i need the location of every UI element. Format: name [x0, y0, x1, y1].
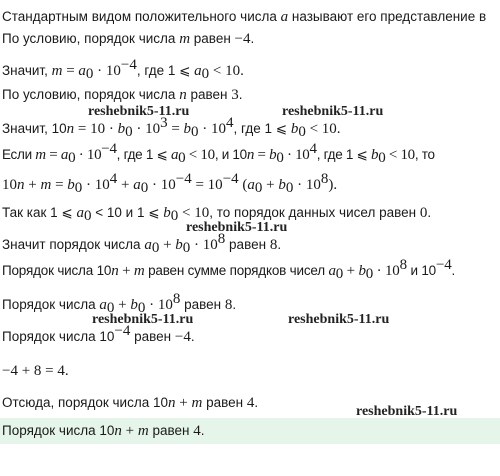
solution-line-5: Значит, $10n = 10 \cdot b_0 \cdot 10^3 = b_0 \cdot 10^4$, где 1 ⩽ $b_0 < 10$.: [2, 115, 341, 140]
watermark: reshebnik5-11.ru: [88, 104, 190, 119]
solution-line-12: Порядок числа $10^{-4}$ равен −4.: [2, 323, 195, 345]
watermark: reshebnik5-11.ru: [282, 104, 384, 119]
solution-line-7: $10n + m = b_0 \cdot 10^4 + a_0 \cdot 10^{-4} = 10^{-4}$ $(a_0 + b_0 \cdot 10^8)$.: [2, 171, 338, 196]
watermark: reshebnik5-11.ru: [92, 312, 194, 327]
solution-line-4: По условию, порядок числа n равен 3.: [2, 87, 243, 103]
solution-line-9: Значит порядок числа $a_0 + b_0 \cdot 10^8$ равен 8.: [2, 231, 282, 256]
solution-line-8: Так как 1 ⩽ $a_0 < 10$ и 1 ⩽ $b_0 < 10$, то порядок данных чисел равен 0.: [2, 205, 432, 224]
watermark: reshebnik5-11.ru: [288, 312, 390, 327]
watermark: reshebnik5-11.ru: [356, 404, 458, 419]
solution-line-14: Отсюда, порядок числа 10n + m равен 4.: [2, 395, 259, 411]
answer-line: Порядок числа 10n + m равен 4.: [2, 423, 205, 439]
solution-line-6: Если $m = a_0 \cdot 10^{-4}$, где 1 ⩽ $a_0 < 10$, и $10n = b_0 \cdot 10^4$, где 1 ⩽ $b_0 < 10$, то: [2, 141, 435, 166]
solution-line-13: −4 + 8 = 4.: [2, 363, 69, 379]
solution-line-2: По условию, порядок числа m равен −4.: [2, 31, 255, 47]
watermark: reshebnik5-11.ru: [186, 220, 288, 235]
solution-line-1: Стандартным видом положительного числа a называют его представление в: [2, 9, 487, 25]
solution-line-3: Значит, $m = a_0 \cdot 10^{-4}$, где 1 ⩽ $a_0 < 10$.: [2, 57, 244, 82]
solution-line-10: Порядок числа 10n + m равен сумме порядков чисел $a_0 + b_0 \cdot 10^8$ и $10^{-4}$.: [2, 257, 456, 282]
solution-line-11: Порядок числа $a_0 + b_0 \cdot 10^8$ равен 8.: [2, 291, 237, 316]
